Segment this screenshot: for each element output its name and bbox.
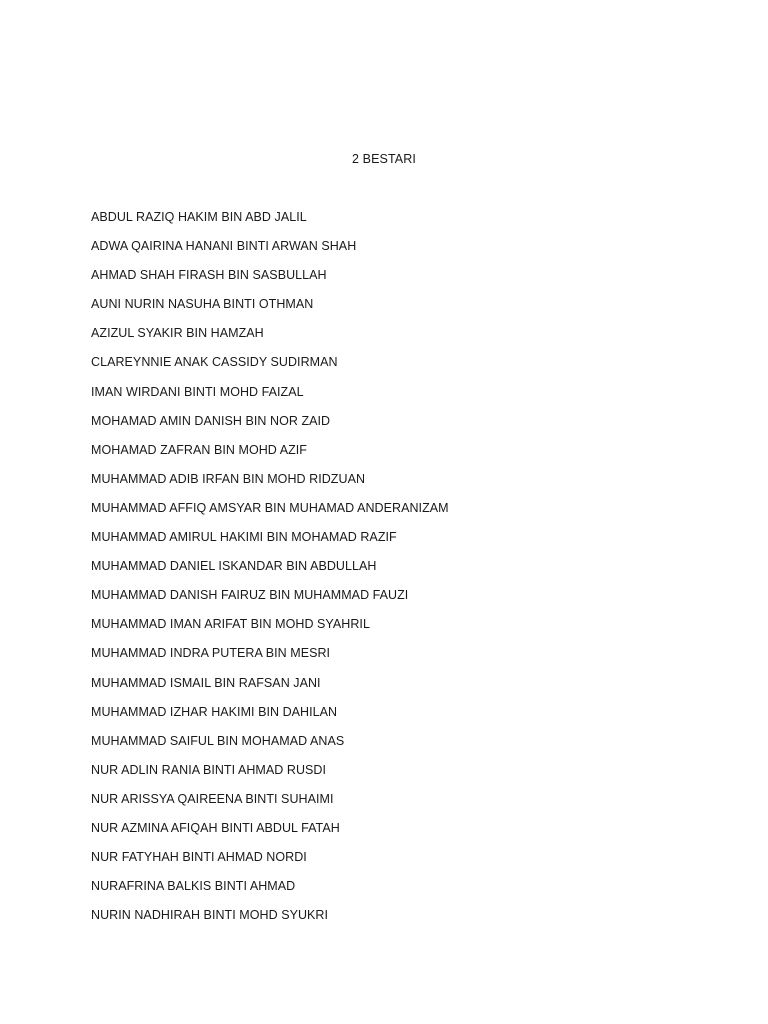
list-item: IMAN WIRDANI BINTI MOHD FAIZAL bbox=[91, 384, 304, 399]
list-item: ADWA QAIRINA HANANI BINTI ARWAN SHAH bbox=[91, 239, 357, 254]
list-item: MUHAMMAD ADIB IRFAN BIN MOHD RIDZUAN bbox=[91, 471, 366, 486]
list-item: MUHAMMAD DANIEL ISKANDAR BIN ABDULLAH bbox=[91, 559, 377, 574]
list-item: MUHAMMAD SAIFUL BIN MOHAMAD ANAS bbox=[91, 733, 345, 748]
list-item: NUR ADLIN RANIA BINTI AHMAD RUSDI bbox=[91, 762, 327, 777]
list-item: MUHAMMAD INDRA PUTERA BIN MESRI bbox=[91, 646, 331, 661]
list-item: AUNI NURIN NASUHA BINTI OTHMAN bbox=[91, 297, 314, 312]
list-item: MUHAMMAD AFFIQ AMSYAR BIN MUHAMAD ANDERANIZAM bbox=[91, 500, 449, 515]
list-item: NUR FATYHAH BINTI AHMAD NORDI bbox=[91, 850, 307, 865]
list-item: NURIN NADHIRAH BINTI MOHD SYUKRI bbox=[91, 908, 329, 923]
list-item: NURAFRINA BALKIS BINTI AHMAD bbox=[91, 879, 296, 894]
list-item: NUR ARISSYA QAIREENA BINTI SUHAIMI bbox=[91, 791, 334, 806]
list-item: MUHAMMAD IZHAR HAKIMI BIN DAHILAN bbox=[91, 704, 338, 719]
list-item: MOHAMAD AMIN DANISH BIN NOR ZAID bbox=[91, 413, 331, 428]
list-item: AHMAD SHAH FIRASH BIN SASBULLAH bbox=[91, 268, 327, 283]
list-item: MUHAMMAD ISMAIL BIN RAFSAN JANI bbox=[91, 675, 321, 690]
list-item: MUHAMMAD DANISH FAIRUZ BIN MUHAMMAD FAUZI bbox=[91, 588, 409, 603]
list-item: NUR AZMINA AFIQAH BINTI ABDUL FATAH bbox=[91, 820, 340, 835]
list-item: ABDUL RAZIQ HAKIM BIN ABD JALIL bbox=[91, 210, 307, 224]
list-item: MUHAMMAD AMIRUL HAKIMI BIN MOHAMAD RAZIF bbox=[91, 530, 397, 545]
list-item: MOHAMAD ZAFRAN BIN MOHD AZIF bbox=[91, 442, 307, 457]
list-item: CLAREYNNIE ANAK CASSIDY SUDIRMAN bbox=[91, 355, 338, 370]
student-name-list bbox=[91, 209, 449, 936]
list-item: AZIZUL SYAKIR BIN HAMZAH bbox=[91, 326, 264, 341]
list-item: MUHAMMAD IMAN ARIFAT BIN MOHD SYAHRIL bbox=[91, 617, 370, 632]
class-title: 2 BESTARI bbox=[352, 152, 416, 166]
